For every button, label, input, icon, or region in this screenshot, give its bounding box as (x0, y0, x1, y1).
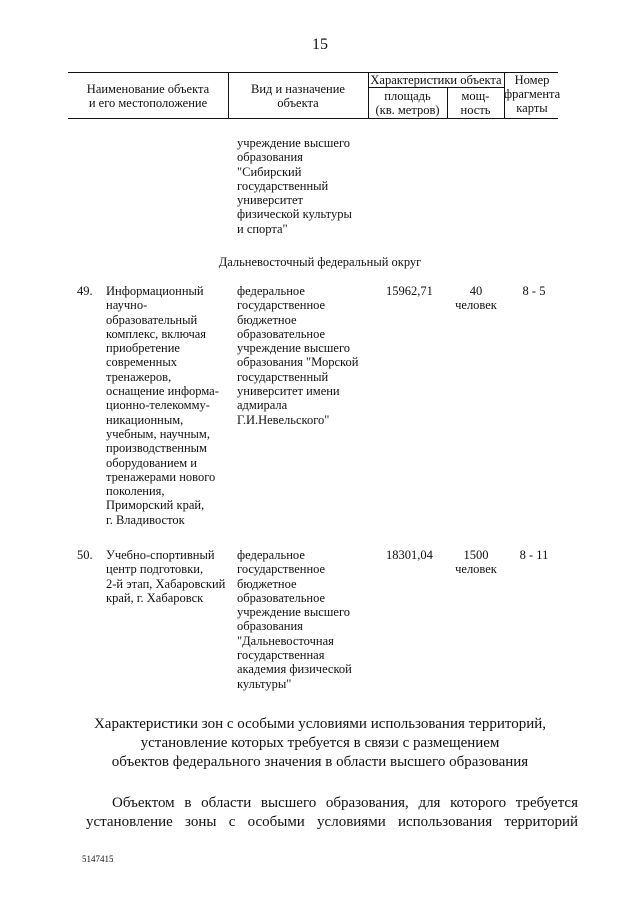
row-number: 50. (77, 548, 93, 562)
power-value: 1500 человек (455, 548, 497, 577)
section-title: Дальневосточный федеральный округ (218, 255, 422, 269)
characteristics-subheader-rule (368, 87, 504, 88)
header-name-location: Наименование объекта и его местоположение (86, 82, 210, 110)
area-value: 15962,71 (386, 284, 433, 298)
object-purpose-cell: федеральное государственное бюджетное образовательное учреждение высшего образования "Дальневосточная государственная академия физической культуры" (237, 548, 352, 691)
header-power: мощ- ность (460, 89, 491, 117)
area-value: 18301,04 (386, 548, 433, 562)
map-fragment-value: 8 - 11 (519, 548, 549, 562)
header-fragment: Номер фрагмента карты (504, 73, 561, 115)
header-area: площадь (кв. метров) (375, 89, 440, 117)
map-fragment-value: 8 - 5 (522, 284, 546, 298)
object-name-cell: Учебно-спортивный центр подготовки, 2-й этап, Хабаровский край, г. Хабаровск (106, 548, 226, 605)
paragraph-line-2: установление зоны с особыми условиями использования территорий (86, 814, 578, 830)
header-purpose: Вид и назначение объекта (250, 82, 345, 110)
section-heading: Характеристики зон с особыми условиями использования территорий, установление которых требуется в связи с размещением объектов федерального значения в области высшего образования (93, 716, 547, 770)
object-name-cell: Информационный научно- образовательный комплекс, включая приобретение современных тренажеров, оснащение информа- ционно-телекомму- никационным, учебным, научным, производственным оборудованием и тренажерами нового поколения, Приморский край, г. Владивосток (106, 284, 219, 527)
power-value: 40 человек (455, 284, 497, 313)
page-number: 15 (312, 36, 328, 53)
header-characteristics: Характеристики объекта (370, 73, 502, 87)
document-id: 5147415 (82, 854, 114, 864)
object-purpose-cell: федеральное государственное бюджетное образовательное учреждение высшего образования "Морской государственный университет имени адмирала Г.И.Невельского" (237, 284, 359, 427)
paragraph-line-1: Объектом в области высшего образования, для которого требуется (112, 795, 578, 811)
row-number: 49. (77, 284, 93, 298)
table-header-bottom-rule (68, 118, 558, 119)
continued-purpose-cell: учреждение высшего образования "Сибирский государственный университет физической культуры и спорта" (237, 136, 352, 236)
